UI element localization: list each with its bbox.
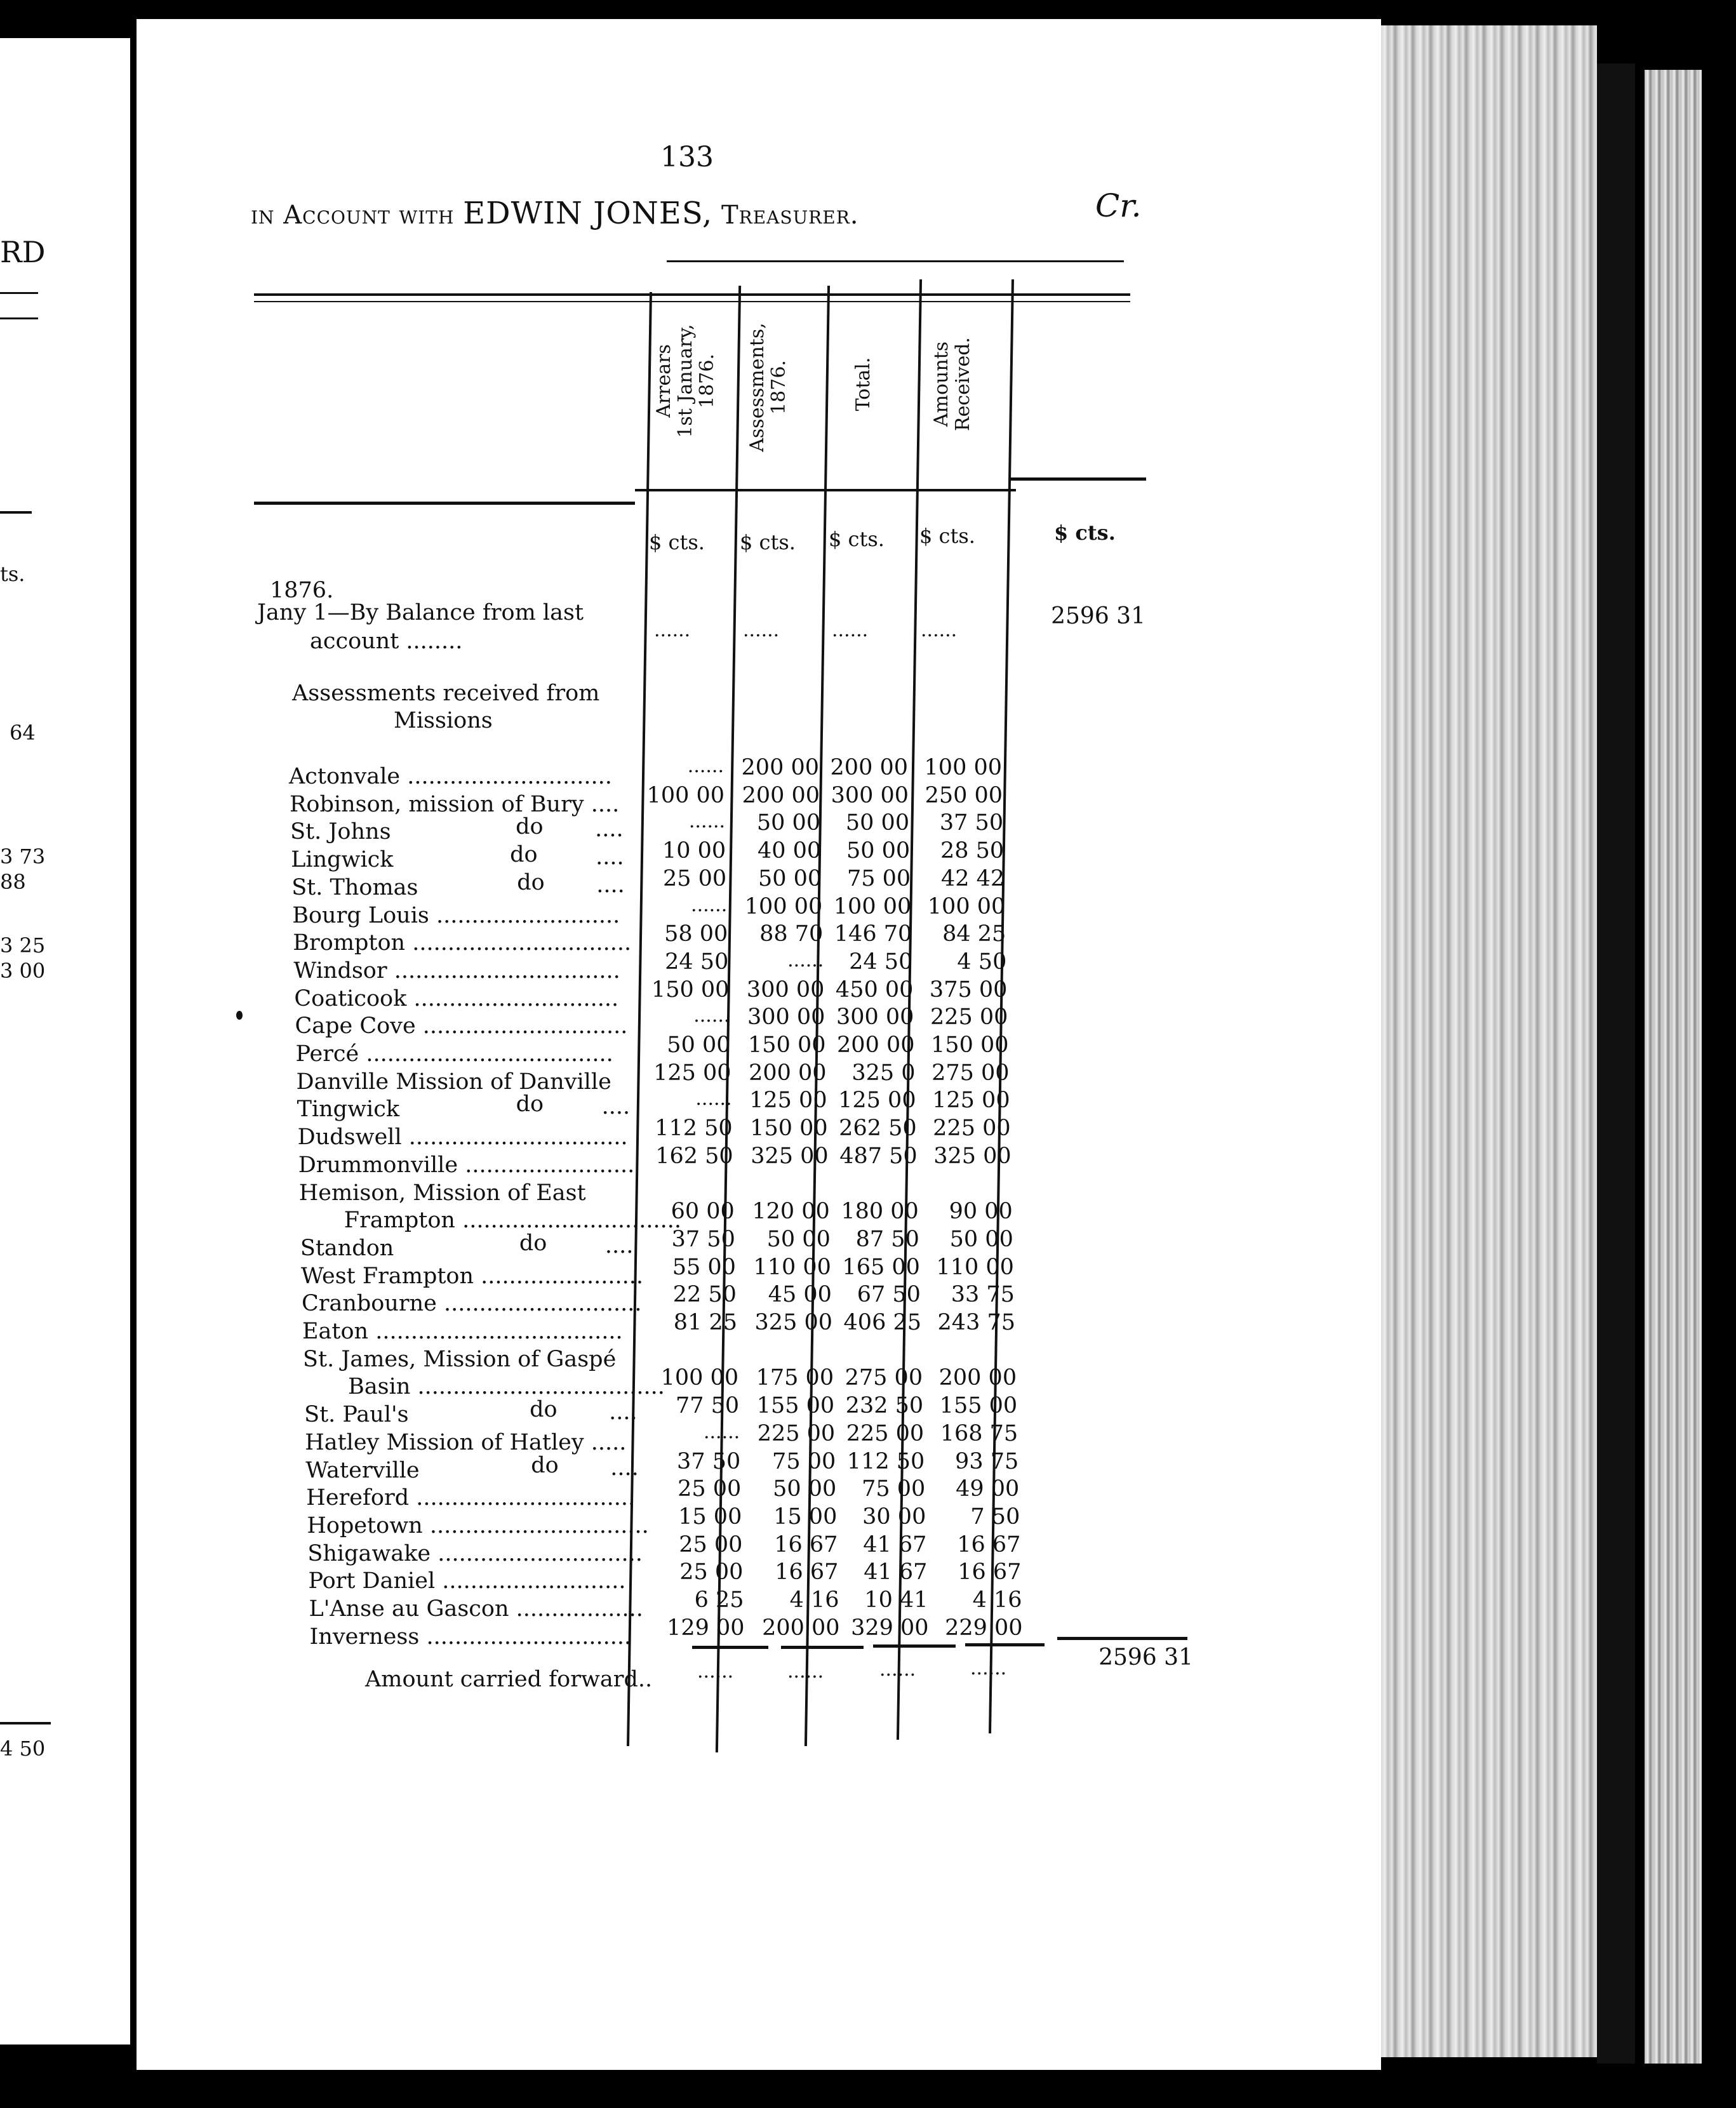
mission-name: Tingwick	[297, 1097, 400, 1123]
mission-name: Eaton	[302, 1319, 369, 1344]
left-page	[0, 38, 130, 2045]
balance-line: Jany 1—By Balance from last	[257, 600, 584, 625]
ditto-mark: do	[510, 842, 538, 868]
cell-received: 275 00	[931, 1060, 1010, 1086]
row-label	[298, 1124, 628, 1150]
cell-total: 10 41	[864, 1587, 928, 1613]
cover-strip	[1645, 70, 1702, 2064]
leader-dots: ....	[596, 872, 625, 898]
leader-dots: .....	[584, 1429, 627, 1455]
cell-received: 225 00	[930, 1004, 1008, 1031]
leader-dots: ....	[584, 791, 620, 817]
cell-total: 24 50	[849, 949, 913, 975]
cell-assess: 16 67	[775, 1559, 839, 1585]
mission-name: Percé	[295, 1041, 359, 1067]
leader-dots: ....	[604, 1232, 634, 1258]
cell-total: 180 00	[841, 1199, 919, 1225]
row-label	[300, 1236, 394, 1261]
total-rule	[1057, 1637, 1187, 1640]
cover-edge	[1597, 63, 1635, 2064]
leader-dots: ......	[695, 1088, 732, 1111]
row-label	[298, 1152, 635, 1178]
left-fragment: 64	[10, 721, 36, 745]
cell-arrears: 60 00	[671, 1199, 735, 1225]
leader-dots: .............................	[400, 764, 612, 789]
cell-arrears: 25 00	[679, 1559, 744, 1585]
cell-total: 225 00	[846, 1420, 925, 1446]
mission-name: Inverness	[309, 1624, 420, 1650]
cell-total: 87 50	[855, 1226, 919, 1252]
leader-dots: ....	[596, 844, 624, 871]
row-label	[308, 1568, 625, 1594]
cell-arrears: 77 50	[675, 1393, 740, 1419]
cell-assess: 200 00	[749, 1060, 827, 1086]
cell-assess: 15 00	[773, 1504, 838, 1530]
unit-label: $ cts.	[829, 527, 885, 551]
left-fragment: ts.	[0, 562, 25, 586]
cell-arrears: 25 00	[662, 865, 727, 891]
leader-dots: ........	[399, 629, 463, 654]
cell-assess: 200 00	[762, 1615, 840, 1641]
row-label	[348, 1374, 665, 1399]
row-label	[310, 1624, 632, 1650]
header-rule	[254, 301, 1130, 302]
unit-label: $ cts.	[919, 524, 975, 548]
cell-received: 42 42	[940, 865, 1005, 891]
mission-name: Brompton	[293, 930, 406, 956]
row-label	[291, 875, 418, 900]
left-fragment: 4 50	[0, 1737, 46, 1761]
cell-received: 93 75	[955, 1448, 1019, 1474]
row-label	[297, 1069, 611, 1095]
cell-arrears: 50 00	[667, 1032, 731, 1058]
cell-total: 75 00	[862, 1476, 926, 1502]
leader-dots: ..	[638, 1667, 653, 1692]
mission-name: Actonvale	[289, 764, 401, 789]
section-heading: Missions	[394, 708, 493, 733]
mission-name: Dudswell	[297, 1124, 402, 1151]
leader-dots: ....	[609, 1399, 638, 1425]
mission-name: St. Thomas	[291, 874, 418, 900]
unit-label: $ cts.	[649, 530, 705, 554]
row-label	[304, 1402, 408, 1427]
mission-name: Lingwick	[291, 847, 394, 873]
leader-dots: ..........................	[435, 1568, 626, 1594]
cell-arrears: 37 50	[671, 1226, 735, 1252]
cell-arrears: 125 00	[653, 1060, 731, 1086]
row-label	[291, 847, 393, 872]
cell-received: 325 00	[933, 1143, 1012, 1169]
cell-arrears: 100 00	[660, 1365, 739, 1391]
mission-name: St. James, Mission of Gaspé	[303, 1346, 617, 1372]
cell-assess: 120 00	[752, 1199, 830, 1225]
leader-dots: ......	[687, 755, 724, 777]
cell-assess: 50 00	[773, 1476, 837, 1502]
leader-dots: ................................	[387, 957, 620, 984]
cell-total: 125 00	[838, 1088, 916, 1114]
leader-dots: .............................	[431, 1540, 643, 1566]
balance-year: 1876.	[270, 578, 334, 603]
row-label	[295, 1013, 627, 1039]
balance-amount: 2596 31	[1051, 603, 1145, 629]
column-header-assessments: Assessments, 1876.	[746, 323, 790, 452]
header-rule	[254, 502, 635, 505]
cell-arrears: 25 00	[679, 1531, 743, 1558]
leader-dots: ........................	[458, 1152, 635, 1178]
cell-total: 275 00	[845, 1365, 923, 1391]
carried-forward-text: Amount carried forward	[365, 1667, 638, 1692]
cell-received: 100 00	[927, 893, 1006, 919]
cell-total: 200 00	[837, 1032, 915, 1058]
mission-name: Shigawake	[307, 1540, 431, 1566]
cell-assess: 200 00	[741, 755, 819, 780]
leader-dots: ...............................	[409, 1485, 636, 1511]
leader-dots: ...................................	[368, 1319, 623, 1344]
mission-name: Cranbourne	[301, 1291, 437, 1317]
left-rule	[0, 511, 32, 514]
leader-dots: ....	[610, 1455, 639, 1481]
cell-assess: 88 70	[759, 921, 824, 947]
leader-dots: .............................	[419, 1624, 632, 1650]
cell-assess: 100 00	[744, 893, 823, 919]
cell-total: 200 00	[830, 755, 908, 780]
cell-total: 300 00	[831, 782, 909, 808]
mission-name: Standon	[300, 1235, 394, 1261]
cell-received: 33 75	[951, 1282, 1015, 1308]
cell-received: 4 50	[957, 949, 1007, 975]
row-label	[302, 1291, 642, 1316]
unit-label: $ cts.	[740, 530, 796, 554]
cell-assess: 150 00	[748, 1032, 826, 1058]
cell-total: 262 50	[839, 1116, 917, 1142]
mission-name: Hereford	[306, 1485, 410, 1511]
cell-arrears: 129 00	[667, 1615, 745, 1641]
leader-dots: ....	[601, 1094, 631, 1120]
cell-received: 200 00	[938, 1365, 1017, 1391]
cell-arrears: 10 00	[662, 838, 726, 864]
cell-assess: 50 00	[756, 810, 821, 836]
leader-dots: .............................	[406, 985, 619, 1011]
left-fragment: 3 73	[0, 844, 46, 869]
unit-label: $ cts.	[1054, 521, 1116, 545]
row-label	[307, 1541, 643, 1566]
mission-name: Waterville	[305, 1457, 420, 1483]
cell-assess: 325 00	[754, 1310, 832, 1335]
cell-arrears: 100 00	[646, 782, 725, 808]
ditto-mark: do	[530, 1397, 558, 1423]
cell-total: 30 00	[862, 1504, 926, 1530]
mission-name: Hopetown	[307, 1512, 423, 1538]
row-label	[301, 1264, 643, 1289]
mission-name: Hemison, Mission of East	[298, 1180, 586, 1206]
mission-name: West Frampton	[300, 1263, 474, 1289]
cell-total: 112 50	[846, 1448, 925, 1474]
cell-arrears: 24 50	[665, 949, 729, 975]
cell-arrears: 22 50	[672, 1282, 737, 1308]
cell-assess: 225 00	[757, 1420, 836, 1446]
cell-arrears: 112 50	[655, 1116, 733, 1142]
cell-total: 50 00	[846, 838, 911, 864]
page-edges	[1381, 25, 1597, 2057]
column-header-total: Total.	[852, 357, 874, 411]
row-label	[299, 1180, 586, 1206]
cell-total: 325 0	[851, 1060, 916, 1086]
mission-name: Frampton	[344, 1208, 455, 1234]
cell-assess: 200 00	[742, 782, 820, 808]
mission-name: Danville Mission of Danville	[296, 1069, 611, 1095]
balance-account-label: account	[310, 629, 399, 654]
row-label	[306, 1485, 635, 1511]
mission-name: St. Paul's	[304, 1402, 409, 1428]
cell-total: 165 00	[842, 1254, 920, 1280]
row-label	[296, 1041, 613, 1067]
cell-received: 16 67	[958, 1559, 1022, 1585]
cell-total: 329 00	[851, 1615, 929, 1641]
cell-assess: 300 00	[746, 977, 825, 1003]
leader-dots: ....	[595, 817, 624, 843]
cell-total: 75 00	[846, 865, 911, 891]
row-label	[294, 986, 618, 1011]
leader-dots: ...................................	[410, 1374, 665, 1400]
cr-label: Cr.	[1095, 187, 1142, 224]
cell-total: 67 50	[857, 1282, 921, 1308]
row-label	[305, 1430, 626, 1455]
cell-assess: 75 00	[772, 1448, 836, 1474]
cell-arrears: 150 00	[651, 977, 730, 1003]
ditto-mark: do	[531, 1452, 559, 1478]
section-heading: Assessments received from	[292, 681, 600, 706]
leader-dots: ......	[921, 619, 958, 641]
cell-arrears: 6 25	[694, 1587, 744, 1613]
mission-name: Robinson, mission of Bury	[290, 791, 584, 817]
row-label	[289, 764, 612, 789]
total-rule	[692, 1646, 768, 1649]
ditto-mark: do	[517, 869, 545, 895]
cell-total: 300 00	[836, 1004, 914, 1031]
row-label	[293, 958, 620, 984]
leader-dots: ......	[879, 1658, 916, 1681]
column-header-received: Amounts Received.	[930, 337, 974, 431]
header-rule	[667, 260, 1124, 262]
cell-arrears: 81 25	[673, 1310, 737, 1335]
cell-arrears: 162 50	[655, 1143, 733, 1169]
cell-received: 28 50	[940, 838, 1005, 864]
leader-dots: ......	[691, 893, 728, 916]
cell-assess: 325 00	[751, 1143, 829, 1169]
cell-received: 125 00	[932, 1088, 1010, 1114]
ink-speck	[236, 1011, 243, 1020]
leader-dots: ......	[697, 1660, 734, 1683]
cell-received: 90 00	[949, 1199, 1013, 1225]
leader-dots: ...............................	[405, 930, 632, 956]
cell-received: 168 75	[940, 1420, 1018, 1446]
cell-received: 4 16	[972, 1587, 1022, 1613]
cell-received: 155 00	[939, 1393, 1018, 1419]
cell-total: 146 70	[834, 921, 912, 947]
cell-assess: 110 00	[753, 1254, 831, 1280]
cell-received: 16 67	[957, 1531, 1021, 1558]
cell-assess: 175 00	[756, 1365, 834, 1391]
mission-name: Hatley Mission of Hatley	[305, 1429, 584, 1455]
cell-arrears: 15 00	[678, 1504, 742, 1530]
ditto-mark: do	[516, 1091, 544, 1117]
cell-received: 50 00	[949, 1226, 1013, 1252]
cell-arrears: 37 50	[677, 1448, 741, 1474]
mission-name: Drummonville	[298, 1152, 458, 1178]
left-rule	[0, 292, 38, 294]
leader-dots: ...............................	[422, 1512, 649, 1538]
ditto-mark: do	[519, 1230, 547, 1256]
heading-name: EDWIN JONES,	[463, 196, 713, 231]
cell-assess: 50 00	[758, 865, 822, 891]
row-label	[303, 1347, 616, 1372]
cell-assess: 40 00	[757, 838, 822, 864]
row-label	[307, 1513, 648, 1538]
leader-dots: .......................	[474, 1263, 644, 1289]
total-rule	[965, 1643, 1045, 1646]
carried-forward-label	[365, 1667, 652, 1692]
total-rule	[873, 1644, 956, 1648]
row-label	[290, 819, 391, 844]
cell-total: 50 00	[845, 810, 910, 836]
leader-dots: ......	[688, 810, 726, 833]
mission-name: Basin	[348, 1374, 411, 1400]
mission-name: Coaticook	[294, 985, 407, 1011]
left-fragment: 3 25	[0, 933, 46, 957]
cell-received: 375 00	[929, 977, 1008, 1003]
leader-dots: ...................................	[359, 1041, 613, 1067]
row-label	[290, 792, 619, 817]
row-label	[292, 903, 620, 928]
cell-assess: 16 67	[774, 1531, 838, 1558]
cell-received: 49 00	[956, 1476, 1020, 1502]
cell-assess: 50 00	[766, 1226, 831, 1252]
cell-assess: 300 00	[747, 1004, 825, 1031]
cell-received: 84 25	[942, 921, 1006, 947]
leader-dots: ......	[787, 1660, 824, 1683]
cell-arrears: 25 00	[678, 1476, 742, 1502]
leader-dots: ............................	[436, 1291, 642, 1317]
leader-dots: ......	[832, 619, 869, 641]
leader-dots: ......	[703, 1420, 740, 1443]
left-fragment: RD	[0, 235, 46, 269]
heading-prefix: in Account with	[251, 201, 455, 230]
cell-received: 100 00	[924, 755, 1002, 780]
mission-name: St. Johns	[290, 819, 391, 845]
total-rule	[781, 1646, 864, 1649]
header-rule	[1010, 477, 1146, 481]
cell-received: 225 00	[933, 1116, 1011, 1142]
cell-received: 37 50	[939, 810, 1004, 836]
row-label	[309, 1596, 643, 1622]
cell-total: 487 50	[839, 1143, 918, 1169]
heading-suffix: Treasurer.	[721, 201, 859, 230]
ditto-mark: do	[516, 814, 544, 840]
cell-assess: 150 00	[750, 1116, 828, 1142]
cell-received: 150 00	[931, 1032, 1009, 1058]
leader-dots: ......	[743, 619, 780, 641]
cell-total: 41 67	[864, 1559, 928, 1585]
cell-received: 243 75	[937, 1310, 1015, 1335]
cell-received: 7 50	[970, 1504, 1020, 1530]
leader-dots: ......	[787, 949, 824, 971]
column-header-arrears: Arrears 1st January, 1876.	[653, 324, 718, 438]
cell-arrears: 58 00	[664, 921, 728, 947]
cell-assess: 4 16	[789, 1587, 839, 1613]
page-number: 133	[660, 141, 714, 173]
leader-dots: ...............................	[455, 1208, 681, 1234]
cell-assess: 45 00	[768, 1282, 832, 1308]
leader-dots: ..........................	[429, 902, 620, 928]
leader-dots: ..................	[509, 1596, 643, 1622]
left-fragment: 3 00	[0, 959, 46, 983]
cell-received: 229 00	[945, 1615, 1023, 1641]
mission-name: Windsor	[293, 957, 387, 984]
cell-total: 41 67	[863, 1531, 927, 1558]
left-fragment: 88	[0, 870, 26, 894]
leader-dots: .............................	[415, 1013, 628, 1039]
leader-dots: ......	[693, 1004, 730, 1027]
mission-name: Bourg Louis	[292, 902, 429, 928]
cell-total: 232 50	[845, 1393, 924, 1419]
carried-forward-amount: 2596 31	[1098, 1644, 1193, 1671]
row-label	[297, 1097, 399, 1122]
leader-dots: ......	[654, 619, 691, 641]
mission-name: Cape Cove	[295, 1013, 416, 1039]
leader-dots: ......	[970, 1657, 1007, 1679]
row-label	[302, 1319, 623, 1344]
left-rule	[0, 1722, 51, 1724]
cell-assess: 155 00	[756, 1393, 835, 1419]
cell-total: 450 00	[835, 977, 914, 1003]
cell-total: 406 25	[843, 1310, 921, 1335]
left-rule	[0, 317, 38, 319]
cell-total: 100 00	[833, 893, 912, 919]
cell-received: 250 00	[925, 782, 1003, 808]
mission-name: L'Anse au Gascon	[309, 1596, 509, 1622]
leader-dots: ...............................	[401, 1124, 628, 1151]
account-heading	[251, 196, 859, 231]
cell-arrears: 55 00	[672, 1254, 736, 1280]
cell-assess: 125 00	[749, 1088, 827, 1114]
cell-received: 110 00	[936, 1254, 1014, 1280]
balance-line-2	[310, 629, 462, 654]
mission-name: Port Daniel	[308, 1568, 436, 1594]
row-label	[305, 1458, 419, 1483]
row-label	[293, 930, 631, 956]
header-rule	[254, 293, 1130, 296]
